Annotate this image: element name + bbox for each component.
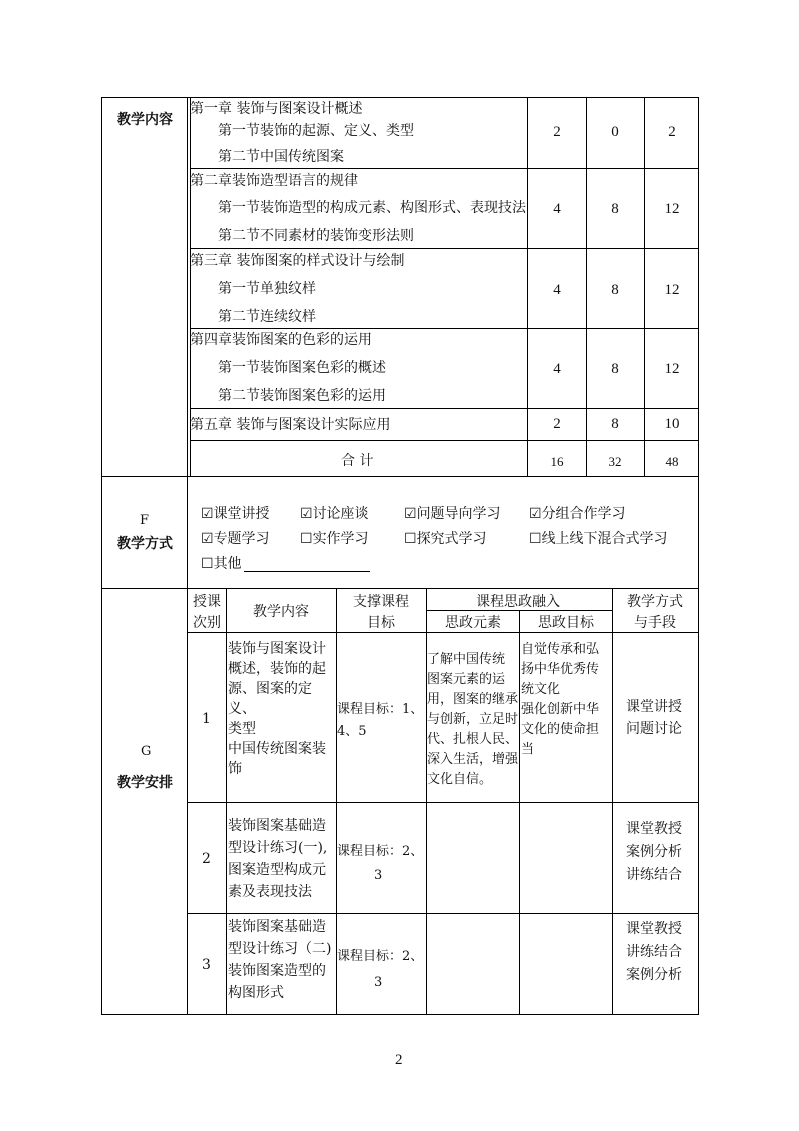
method-option[interactable]: ☑问题导向学习 — [404, 506, 501, 522]
credit-value: 8 — [611, 416, 619, 432]
total-value: 16 — [550, 454, 564, 469]
row-content: 装饰与图案设计 概述，装饰的起 源、图案的定义、 类型 中国传统图案装 饰 — [228, 641, 326, 777]
credit-value: 4 — [553, 201, 561, 217]
method-option[interactable]: ☐其他 — [201, 556, 242, 572]
header-session: 授课 — [193, 594, 221, 610]
row-method: 课堂教授 案例分析 讲练结合 — [626, 821, 682, 883]
method-option[interactable]: ☑课堂讲授 — [201, 506, 270, 522]
credit-value: 2 — [553, 416, 561, 432]
total-value: 32 — [608, 454, 622, 469]
header-goal: 目标 — [367, 615, 395, 631]
header-ideology: 课程思政融入 — [476, 594, 560, 610]
row-goal: 课程目标：1、 4、5 — [337, 702, 424, 739]
row-method: 课堂教授 讲练结合 案例分析 — [626, 921, 682, 983]
section-title: 第一节装饰造型的构成元素、构图形式、表现技法 — [218, 200, 526, 216]
section-title: 第一节单独纹样 — [218, 281, 316, 297]
page-number: 2 — [395, 1052, 403, 1068]
header-content: 教学内容 — [253, 604, 309, 620]
checkbox-icon[interactable]: ☑ — [201, 531, 214, 547]
row-goal: 课程目标：2、 3 — [337, 844, 424, 883]
chapter-title: 第五章 装饰与图案设计实际应用 — [190, 417, 391, 433]
header-session: 次别 — [193, 615, 221, 631]
method-label: 教学方式 — [117, 536, 173, 552]
checkbox-icon[interactable]: ☐ — [529, 531, 542, 547]
method-option[interactable]: ☑讨论座谈 — [300, 506, 369, 522]
credit-value: 2 — [553, 124, 561, 140]
credit-value: 4 — [553, 282, 561, 298]
total-label: 合 计 — [341, 453, 374, 469]
credit-value: 4 — [553, 361, 561, 377]
checkbox-icon[interactable]: ☑ — [201, 506, 214, 522]
section-title: 第二节不同素材的装饰变形法则 — [218, 228, 414, 244]
credit-value: 8 — [611, 361, 619, 377]
session-number: 2 — [202, 851, 211, 867]
content-label: 教学内容 — [117, 112, 173, 128]
section-title: 第一节装饰图案色彩的概述 — [218, 360, 386, 376]
method-option[interactable]: ☐探究式学习 — [404, 531, 487, 547]
checkbox-icon[interactable]: ☐ — [404, 531, 417, 547]
credit-value: 12 — [664, 201, 680, 217]
row-goal: 课程目标：2、 3 — [337, 949, 424, 990]
chapter-title: 第四章装饰图案的色彩的运用 — [190, 332, 372, 348]
row-content: 装饰图案基础造 型设计练习(一), 图案造型构成元 素及表现技法 — [228, 818, 328, 900]
credit-value: 10 — [664, 416, 680, 432]
credit-value: 12 — [664, 361, 680, 377]
checkbox-icon[interactable]: ☑ — [404, 506, 417, 522]
row-targets: 自觉传承和弘 扬中华优秀传 统文化 强化创新中华 文化的使命担 当 — [521, 642, 600, 757]
schedule-label: 教学安排 — [117, 775, 173, 791]
header-method: 与手段 — [634, 615, 676, 631]
row-content: 装饰图案基础造 型设计练习（二) 装饰图案造型的 构图形式 — [228, 919, 332, 1001]
chapter-title: 第二章装饰造型语言的规律 — [190, 173, 358, 189]
header-goal: 支撑课程 — [353, 594, 409, 610]
schedule-letter: G — [141, 744, 152, 759]
checkbox-icon[interactable]: ☐ — [201, 556, 214, 572]
row-method: 课堂讲授 问题讨论 — [626, 699, 682, 737]
checkbox-icon[interactable]: ☑ — [300, 506, 313, 522]
checkbox-icon[interactable]: ☑ — [529, 506, 542, 522]
credit-value: 8 — [611, 282, 619, 298]
method-option[interactable]: ☐线上线下混合式学习 — [529, 531, 668, 547]
section-title: 第二节连续纹样 — [218, 309, 316, 325]
method-option[interactable]: ☑分组合作学习 — [529, 506, 626, 522]
header-targets: 思政目标 — [538, 615, 594, 631]
session-number: 3 — [202, 957, 211, 973]
section-title: 第一节装饰的起源、定义、类型 — [218, 123, 414, 139]
section-title: 第二节中国传统图案 — [218, 149, 344, 165]
method-letter: F — [140, 513, 150, 528]
checkbox-icon[interactable]: ☐ — [300, 531, 313, 547]
credit-value: 2 — [668, 124, 676, 140]
credit-value: 8 — [611, 201, 619, 217]
header-elements: 思政元素 — [445, 615, 501, 631]
chapter-title: 第一章 装饰与图案设计概述 — [190, 101, 363, 117]
credit-value: 12 — [664, 282, 680, 298]
session-number: 1 — [202, 711, 211, 727]
chapter-title: 第三章 装饰图案的样式设计与绘制 — [190, 253, 405, 269]
header-method: 教学方式 — [627, 594, 683, 610]
method-option[interactable]: ☐实作学习 — [300, 531, 369, 547]
other-underline — [244, 571, 370, 572]
method-option[interactable]: ☑专题学习 — [201, 531, 270, 547]
credit-value: 0 — [611, 124, 619, 140]
section-title: 第二节装饰图案色彩的运用 — [218, 388, 386, 404]
row-elements: 了解中国传统 图案元素的运 用，图案的继承 与创新，立足时 代、扎根人民、 深入生活，增强 文化自信。 — [427, 652, 519, 787]
total-value: 48 — [665, 454, 679, 469]
